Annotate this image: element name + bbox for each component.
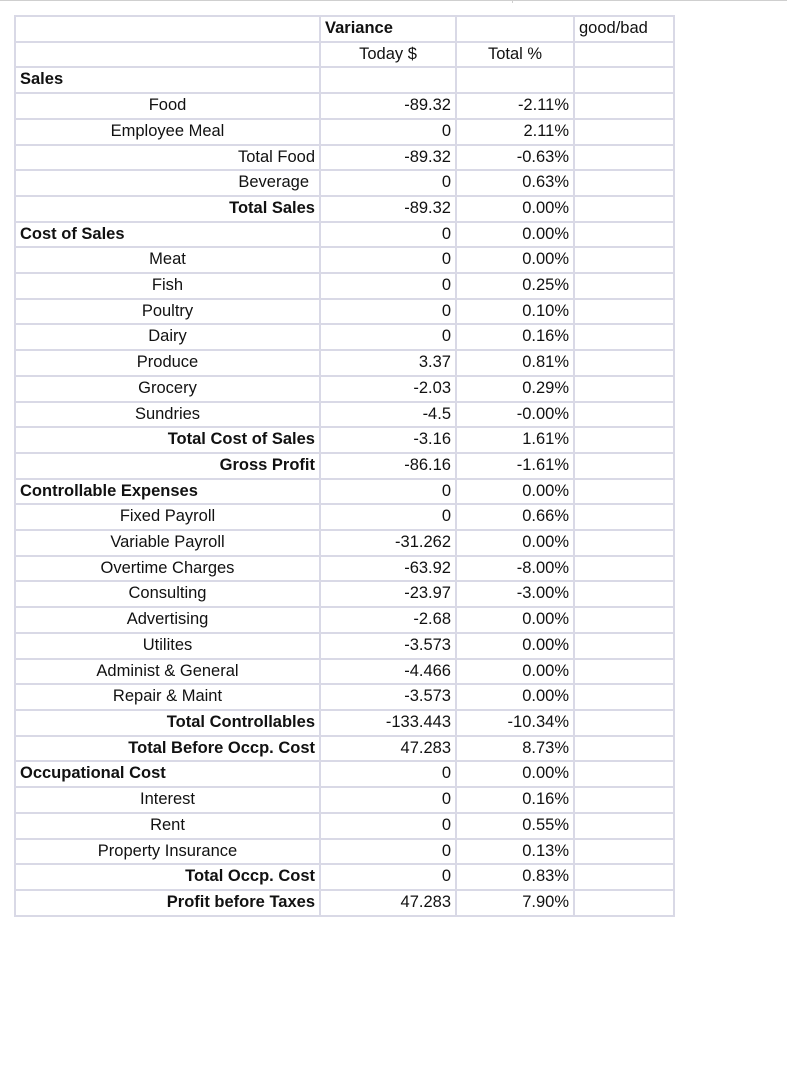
header-variance[interactable]: Variance	[320, 16, 456, 42]
good-bad-cell[interactable]	[574, 761, 674, 787]
total-pct-cell[interactable]: 0.81%	[456, 350, 574, 376]
today-value-cell[interactable]: -133.443	[320, 710, 456, 736]
table-row	[15, 67, 674, 93]
header-row-2	[15, 42, 674, 68]
total-pct-cell[interactable]: 0.66%	[456, 504, 574, 530]
today-value-cell[interactable]: -89.32	[320, 145, 456, 171]
total-pct-cell[interactable]: 2.11%	[456, 119, 574, 145]
good-bad-cell[interactable]	[574, 839, 674, 865]
total-pct-cell[interactable]: 0.10%	[456, 299, 574, 325]
row-label-cell[interactable]: Total Occp. Cost	[15, 864, 320, 890]
today-value-cell[interactable]: -4.5	[320, 402, 456, 428]
good-bad-cell[interactable]	[574, 864, 674, 890]
table-row	[15, 427, 674, 453]
row-label-cell[interactable]: Total Controllables	[15, 710, 320, 736]
row-label-cell[interactable]: Employee Meal	[15, 119, 320, 145]
window-top-border	[0, 0, 787, 1]
total-pct-cell[interactable]: 0.00%	[456, 222, 574, 248]
today-value-cell[interactable]: 0	[320, 247, 456, 273]
total-pct-cell[interactable]: 0.83%	[456, 864, 574, 890]
row-label-cell[interactable]: Poultry	[15, 299, 320, 325]
total-pct-cell[interactable]: 7.90%	[456, 890, 574, 916]
good-bad-cell[interactable]	[574, 273, 674, 299]
total-pct-cell[interactable]: -2.11%	[456, 93, 574, 119]
good-bad-cell[interactable]	[574, 607, 674, 633]
good-bad-cell[interactable]	[574, 67, 674, 93]
row-label-cell[interactable]: Food	[15, 93, 320, 119]
total-pct-cell[interactable]: 8.73%	[456, 736, 574, 762]
today-value-cell[interactable]: 0	[320, 813, 456, 839]
table-row	[15, 890, 674, 916]
header-blank-cell[interactable]	[456, 16, 574, 42]
row-label-cell[interactable]: Sales	[15, 67, 320, 93]
row-label-cell[interactable]: Total Before Occp. Cost	[15, 736, 320, 762]
table-row	[15, 659, 674, 685]
good-bad-cell[interactable]	[574, 427, 674, 453]
row-label-cell[interactable]: Gross Profit	[15, 453, 320, 479]
variance-spreadsheet	[14, 15, 675, 917]
good-bad-cell[interactable]	[574, 196, 674, 222]
good-bad-cell[interactable]	[574, 581, 674, 607]
table-row	[15, 684, 674, 710]
good-bad-cell[interactable]	[574, 145, 674, 171]
row-label-cell[interactable]: Property Insurance	[15, 839, 320, 865]
good-bad-cell[interactable]	[574, 530, 674, 556]
today-value-cell[interactable]: 47.283	[320, 890, 456, 916]
good-bad-cell[interactable]	[574, 684, 674, 710]
total-pct-cell[interactable]: -3.00%	[456, 581, 574, 607]
total-pct-cell[interactable]: 0.00%	[456, 684, 574, 710]
today-value-cell[interactable]: -2.68	[320, 607, 456, 633]
row-label-cell[interactable]: Meat	[15, 247, 320, 273]
today-value-cell[interactable]: 47.283	[320, 736, 456, 762]
header-blank-cell[interactable]	[15, 16, 320, 42]
row-label-cell[interactable]: Utilites	[15, 633, 320, 659]
total-pct-cell[interactable]: 0.00%	[456, 633, 574, 659]
total-pct-cell[interactable]: 0.00%	[456, 247, 574, 273]
good-bad-cell[interactable]	[574, 299, 674, 325]
row-label-cell[interactable]: Fixed Payroll	[15, 504, 320, 530]
good-bad-cell[interactable]	[574, 736, 674, 762]
row-label-cell[interactable]: Produce	[15, 350, 320, 376]
today-value-cell[interactable]: -23.97	[320, 581, 456, 607]
today-value-cell[interactable]: -3.573	[320, 684, 456, 710]
good-bad-cell[interactable]	[574, 170, 674, 196]
good-bad-cell[interactable]	[574, 93, 674, 119]
table-row	[15, 376, 674, 402]
row-label-cell[interactable]: Consulting	[15, 581, 320, 607]
row-label-cell[interactable]: Cost of Sales	[15, 222, 320, 248]
row-label-cell[interactable]: Variable Payroll	[15, 530, 320, 556]
today-value-cell[interactable]: -31.262	[320, 530, 456, 556]
good-bad-cell[interactable]	[574, 247, 674, 273]
row-label-cell[interactable]: Total Sales	[15, 196, 320, 222]
total-pct-cell[interactable]: 0.29%	[456, 376, 574, 402]
good-bad-cell[interactable]	[574, 813, 674, 839]
good-bad-cell[interactable]	[574, 479, 674, 505]
good-bad-cell[interactable]	[574, 350, 674, 376]
total-pct-cell[interactable]: 0.00%	[456, 196, 574, 222]
total-pct-cell[interactable]: -1.61%	[456, 453, 574, 479]
row-label-cell[interactable]: Sundries	[15, 402, 320, 428]
table-row	[15, 196, 674, 222]
table-row	[15, 479, 674, 505]
today-value-cell[interactable]: 0	[320, 761, 456, 787]
header-blank-cell[interactable]	[574, 42, 674, 68]
row-label-cell[interactable]: Grocery	[15, 376, 320, 402]
table-row	[15, 839, 674, 865]
today-value-cell[interactable]: -3.573	[320, 633, 456, 659]
row-label-cell[interactable]: Occupational Cost	[15, 761, 320, 787]
today-value-cell[interactable]: 0	[320, 324, 456, 350]
today-value-cell[interactable]: 0	[320, 787, 456, 813]
good-bad-cell[interactable]	[574, 659, 674, 685]
today-value-cell[interactable]: 3.37	[320, 350, 456, 376]
good-bad-cell[interactable]	[574, 890, 674, 916]
row-label-cell[interactable]: Dairy	[15, 324, 320, 350]
table-row	[15, 453, 674, 479]
today-value-cell[interactable]: 0	[320, 222, 456, 248]
total-pct-cell[interactable]: -10.34%	[456, 710, 574, 736]
today-value-cell[interactable]: -2.03	[320, 376, 456, 402]
row-label-cell[interactable]: Total Food	[15, 145, 320, 171]
row-label-cell[interactable]: Total Cost of Sales	[15, 427, 320, 453]
today-value-cell[interactable]: -3.16	[320, 427, 456, 453]
total-pct-cell[interactable]: 0.00%	[456, 607, 574, 633]
total-pct-cell[interactable]	[456, 67, 574, 93]
today-value-cell[interactable]: -4.466	[320, 659, 456, 685]
today-value-cell[interactable]: -89.32	[320, 196, 456, 222]
today-value-cell[interactable]: 0	[320, 864, 456, 890]
row-label-cell[interactable]: Administ & General	[15, 659, 320, 685]
column-divider-tick	[512, 0, 513, 3]
today-value-cell[interactable]: 0	[320, 119, 456, 145]
good-bad-cell[interactable]	[574, 710, 674, 736]
good-bad-cell[interactable]	[574, 787, 674, 813]
today-value-cell[interactable]: 0	[320, 299, 456, 325]
row-label-cell[interactable]: Interest	[15, 787, 320, 813]
today-value-cell[interactable]: 0	[320, 479, 456, 505]
good-bad-cell[interactable]	[574, 504, 674, 530]
good-bad-cell[interactable]	[574, 222, 674, 248]
table-row	[15, 761, 674, 787]
row-label-cell[interactable]: Fish	[15, 273, 320, 299]
table-row	[15, 736, 674, 762]
row-label-cell[interactable]: Advertising	[15, 607, 320, 633]
total-pct-cell[interactable]: 0.00%	[456, 479, 574, 505]
row-label-cell[interactable]: Repair & Maint	[15, 684, 320, 710]
good-bad-cell[interactable]	[574, 556, 674, 582]
good-bad-cell[interactable]	[574, 453, 674, 479]
row-label-cell[interactable]: Beverage	[15, 170, 320, 196]
good-bad-cell[interactable]	[574, 633, 674, 659]
header-row-1	[15, 16, 674, 42]
total-pct-cell[interactable]: 0.00%	[456, 530, 574, 556]
good-bad-cell[interactable]	[574, 402, 674, 428]
today-value-cell[interactable]	[320, 67, 456, 93]
today-value-cell[interactable]: -86.16	[320, 453, 456, 479]
today-value-cell[interactable]: 0	[320, 839, 456, 865]
good-bad-cell[interactable]	[574, 324, 674, 350]
good-bad-cell[interactable]	[574, 119, 674, 145]
total-pct-cell[interactable]: 0.00%	[456, 761, 574, 787]
table-row	[15, 350, 674, 376]
total-pct-cell[interactable]: 0.16%	[456, 787, 574, 813]
table-row	[15, 607, 674, 633]
total-pct-cell[interactable]: -8.00%	[456, 556, 574, 582]
header-good-bad[interactable]: good/bad	[574, 16, 674, 42]
today-value-cell[interactable]: 0	[320, 170, 456, 196]
good-bad-cell[interactable]	[574, 376, 674, 402]
table-row	[15, 504, 674, 530]
table-row	[15, 93, 674, 119]
today-value-cell[interactable]: -89.32	[320, 93, 456, 119]
header-blank-cell[interactable]	[15, 42, 320, 68]
table-row	[15, 813, 674, 839]
total-pct-cell[interactable]: -0.63%	[456, 145, 574, 171]
total-pct-cell[interactable]: 0.13%	[456, 839, 574, 865]
row-label-cell[interactable]: Controllable Expenses	[15, 479, 320, 505]
row-label-cell[interactable]: Rent	[15, 813, 320, 839]
total-pct-cell[interactable]: -0.00%	[456, 402, 574, 428]
total-pct-cell[interactable]: 0.63%	[456, 170, 574, 196]
table-row	[15, 402, 674, 428]
table-row	[15, 222, 674, 248]
row-label-cell[interactable]: Overtime Charges	[15, 556, 320, 582]
today-value-cell[interactable]: 0	[320, 273, 456, 299]
header-total-pct[interactable]: Total %	[456, 42, 574, 68]
table-row	[15, 581, 674, 607]
total-pct-cell[interactable]: 0.16%	[456, 324, 574, 350]
table-row	[15, 530, 674, 556]
table-row	[15, 247, 674, 273]
total-pct-cell[interactable]: 0.25%	[456, 273, 574, 299]
header-today[interactable]: Today $	[320, 42, 456, 68]
row-label-cell[interactable]: Profit before Taxes	[15, 890, 320, 916]
table-row	[15, 170, 674, 196]
table-row	[15, 119, 674, 145]
total-pct-cell[interactable]: 1.61%	[456, 427, 574, 453]
table-row	[15, 299, 674, 325]
table-row	[15, 787, 674, 813]
today-value-cell[interactable]: 0	[320, 504, 456, 530]
table-row	[15, 556, 674, 582]
table-row	[15, 324, 674, 350]
table-row	[15, 273, 674, 299]
table-row	[15, 633, 674, 659]
today-value-cell[interactable]: -63.92	[320, 556, 456, 582]
total-pct-cell[interactable]: 0.00%	[456, 659, 574, 685]
total-pct-cell[interactable]: 0.55%	[456, 813, 574, 839]
table-row	[15, 710, 674, 736]
table-row	[15, 864, 674, 890]
table-row	[15, 145, 674, 171]
